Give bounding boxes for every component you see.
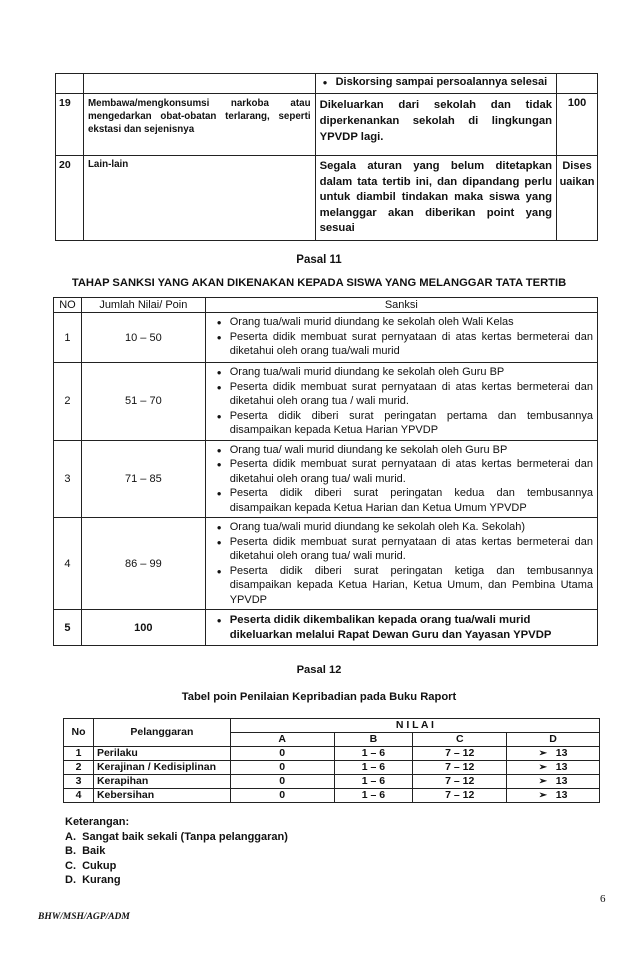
footer-code: BHW/MSH/AGP/ADM — [38, 912, 130, 922]
table-row: 20 Lain-lain Segala aturan yang belum ditetapkan dalam tata tertib ini, dan dipandang perlu untuk diambil tindakan maka siswa yang melanggar akan diberikan point yang sesuai Disesuaikan — [56, 156, 598, 241]
page-number: 6 — [600, 893, 606, 905]
list-item: ● Orang tua/wali murid diundang ke sekolah oleh Ka. Sekolah) — [210, 520, 593, 535]
table-row: 2 51 – 70 ● Orang tua/wali murid diundang ke sekolah oleh Guru BP ● Peserta didik membuat surat pernyataan di atas kertas bermeterai dan diketahui oleh orang tua / wali murid. ● Peserta didik diberi surat peringatan pertama dan tembusannya disampaikan kepada Ketua Harian YPVDP — [54, 363, 598, 441]
list-item: ● Peserta didik diberi surat peringatan pertama dan tembusannya disampaikan kepada Ketua Harian YPVDP — [210, 409, 593, 438]
list-item: ● Diskorsing sampai persoalannya selesai — [320, 76, 552, 88]
list-item: ● Peserta didik membuat surat pernyataan di atas kertas bermeterai dan diketahui oleh orang tua/ wali murid. — [210, 535, 593, 564]
arrow-icon: ➢ — [538, 790, 548, 801]
top-table — [55, 73, 598, 241]
list-item: ● Orang tua/wali murid diundang ke sekolah oleh Wali Kelas — [210, 315, 593, 330]
table-header-row: A B C D — [64, 733, 600, 747]
table-header-row: NO Jumlah Nilai/ Poin Sanksi — [54, 298, 598, 313]
legend-item: C. Cukup — [65, 859, 117, 872]
table-row: 5 100 ● Peserta didik dikembalikan kepada orang tua/wali murid dikeluarkan melalui Rapat Dewan Guru dan Yayasan YPVDP — [54, 610, 598, 646]
table-row: 1 10 – 50 ● Orang tua/wali murid diundang ke sekolah oleh Wali Kelas ● Peserta didik membuat surat pernyataan di atas kertas bermeterai dan diketahui oleh orang tua/wali murid — [54, 313, 598, 363]
arrow-icon: ➢ — [538, 762, 548, 773]
legend-title: Keterangan: — [65, 816, 130, 828]
list-item: ● Peserta didik diberi surat peringatan kedua dan tembusannya disampaikan kepada Ketua Harian dan Ketua Umum YPVDP — [210, 486, 593, 515]
section-title: Pasal 12 — [296, 664, 342, 676]
section-subtitle: Tabel poin Penilaian Kepribadian pada Buku Raport — [181, 691, 457, 703]
table-row — [56, 74, 598, 94]
list-item: ● Peserta didik dikembalikan kepada orang tua/wali murid dikeluarkan melalui Rapat Dewan Guru dan Yayasan YPVDP — [210, 613, 593, 642]
list-item: ● Peserta didik membuat surat pernyataan di atas kertas bermeterai dan diketahui oleh orang tua/wali murid — [210, 330, 593, 359]
list-item: ● Orang tua/wali murid diundang ke sekolah oleh Guru BP — [210, 365, 593, 380]
legend-item: D. Kurang — [65, 874, 121, 886]
sanctions-table — [53, 297, 598, 646]
personality-table — [63, 718, 600, 803]
legend-block — [65, 815, 288, 888]
table-row: 3 Kerapihan 0 1 – 6 7 – 12 ➢ 13 — [64, 775, 600, 789]
section-title: Pasal 11 — [296, 254, 342, 266]
table-row: 3 71 – 85 ● Orang tua/ wali murid diundang ke sekolah oleh Guru BP ● Peserta didik membuat surat pernyataan di atas kertas bermeterai dan diketahui oleh orang tua/ wali murid. ● Peserta didik diberi surat peringatan kedua dan tembusannya disampaikan kepada Ketua Harian dan Ketua Umum YPVDP — [54, 440, 598, 518]
list-item: ● Orang tua/ wali murid diundang ke sekolah oleh Guru BP — [210, 443, 593, 458]
list-item: ● Peserta didik diberi surat peringatan ketiga dan tembusannya disampaikan kepada Ketua Harian, Ketua Umum, dan Pembina Utama YPVDP — [210, 564, 593, 608]
list-item: ● Peserta didik membuat surat pernyataan di atas kertas bermeterai dan diketahui oleh orang tua / wali murid. — [210, 380, 593, 409]
arrow-icon: ➢ — [538, 748, 548, 759]
arrow-icon: ➢ — [538, 776, 548, 787]
table-row: 19 Membawa/mengkonsumsi narkoba atau mengedarkan obat-obatan terlarang, seperti ekstasi dan sejenisnya Dikeluarkan dari sekolah dan tidak diperkenankan sekolah di lingkungan YPVDP lagi. 100 — [56, 94, 598, 156]
legend-item: A. Sangat baik sekali (Tanpa pelanggaran) — [65, 830, 288, 843]
list-item: ● Peserta didik membuat surat pernyataan di atas kertas bermeterai dan diketahui oleh orang tua/ wali murid. — [210, 457, 593, 486]
table-row: 4 86 – 99 ● Orang tua/wali murid diundang ke sekolah oleh Ka. Sekolah) ● Peserta didik membuat surat pernyataan di atas kertas bermeterai dan diketahui oleh orang tua/ wali murid. ● Peserta didik diberi surat peringatan ketiga dan tembusannya disampaikan kepada Ketua Harian, Ketua Umum, dan Pembina Utama YPVDP — [54, 518, 598, 610]
table-row: 4 Kebersihan 0 1 – 6 7 – 12 ➢ 13 — [64, 789, 600, 803]
section-subtitle: TAHAP SANKSI YANG AKAN DIKENAKAN KEPADA SISWA YANG MELANGGAR TATA TERTIB — [71, 277, 567, 289]
table-row: 1 Perilaku 0 1 – 6 7 – 12 ➢ 13 — [64, 747, 600, 761]
table-row: 2 Kerajinan / Kedisiplinan 0 1 – 6 7 – 12 ➢ 13 — [64, 761, 600, 775]
table-header-row: No Pelanggaran N I L A I — [64, 719, 600, 733]
legend-item: B. Baik — [65, 845, 106, 857]
